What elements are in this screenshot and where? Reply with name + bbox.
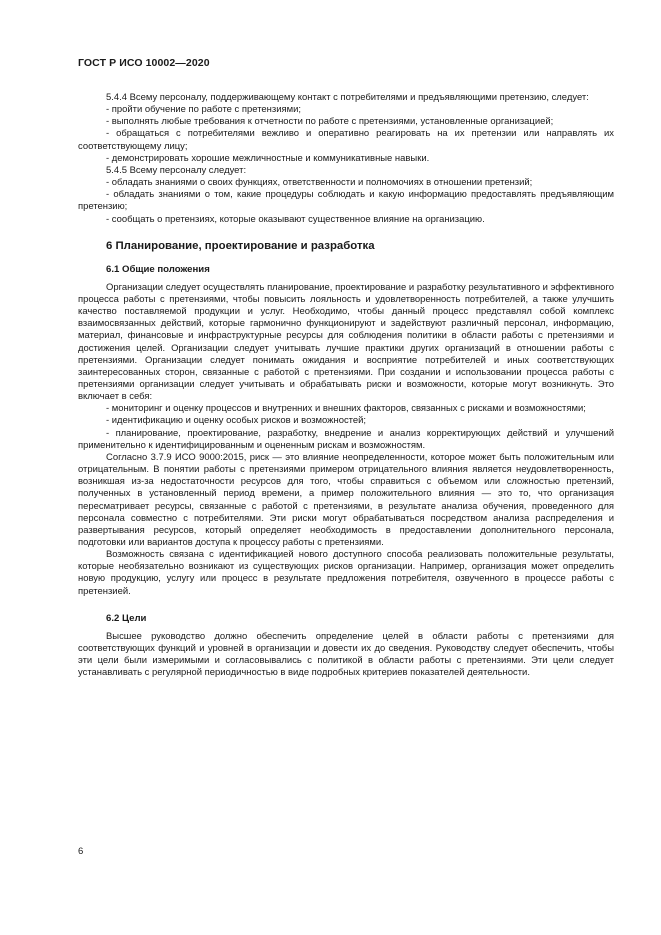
clause-5-4-5-intro: 5.4.5 Всему персоналу следует: [106, 164, 247, 176]
page-number: 6 [78, 846, 84, 857]
list-item: - сообщать о претензиях, которые оказывают существенное влияние на организацию. [106, 213, 485, 225]
list-item: - обладать знаниями о том, какие процедуры соблюдать и какую информацию предоставлять предъявляющим претензию; [78, 189, 614, 213]
paragraph: Высшее руководство должно обеспечить определение целей в области работы с претензиями для соответствующих функций и уровней в организации и довести их до сведения. Руководству следует обеспечить, чтобы эти цели были измеримыми и согласовывались с политикой в области работы с претензиями. Эти цели следует устанавливать с регулярной периодичностью в виде подробных критериев показателей деятельности. [78, 630, 614, 679]
paragraph: Согласно 3.7.9 ИСО 9000:2015, риск — это влияние неопределенности, которое может быть положительным или отрицательным. В понятии работы с претензиями примером отрицательного влияния является неудовлетворенность, возникшая из-за недостаточности ресурсов для того, чтобы справиться с объемом или сложностью претензий, полученных в установленный период времени, а пример положительного влияния — это то, что организация пересматривает ресурсы, связанные с работой с претензиями, в результате анализа обучения, проведенного для персонала совместно с потребителями. Эти риски могут обрабатываться посредством анализа распределения и развертывания ресурсов, который определяет необходимость в предоставлении дополнительного персонала, подготовки или вариантов доступа к процессу работы с претензиями. [78, 451, 614, 548]
list-item: - пройти обучение по работе с претензиями; [106, 104, 301, 116]
section-6-heading: 6 Планирование, проектирование и разработка [106, 239, 375, 252]
clause-5-4-4-intro: 5.4.4 Всему персоналу, поддерживающему контакт с потребителями и предъявляющими претензию, следует: [106, 92, 589, 103]
list-item: - планирование, проектирование, разработку, внедрение и анализ корректирующих действий и улучшений применительно к идентифицированным и оцененным рискам и возможностям. [78, 427, 614, 451]
paragraph: Возможность связана с идентификацией нового доступного способа реализовать положительные результаты, которые необязательно возникают из существующих рисков организации. Например, организация может определить новую продукцию, услугу или процесс в результате предложения потребителя, озвученного в процессе работы с претензией. [78, 549, 614, 597]
running-header: ГОСТ Р ИСО 10002—2020 [78, 57, 210, 69]
list-item: - обладать знаниями о своих функциях, ответственности и полномочиях в отношении претензий; [106, 177, 533, 189]
section-6-1-heading: 6.1 Общие положения [106, 263, 210, 275]
section-6-2-heading: 6.2 Цели [106, 612, 147, 624]
list-item: - демонстрировать хорошие межличностные и коммуникативные навыки. [106, 152, 430, 164]
document-body [78, 92, 614, 679]
list-item: - обращаться с потребителями вежливо и оперативно реагировать на их претензии или направлять их соответствующему лицу; [78, 128, 614, 152]
paragraph: Организации следует осуществлять планирование, проектирование и разработку результативного и эффективного процесса работы с претензиями, чтобы повысить лояльность и удовлетворенность потребителей, а также улучшить качество поставляемой продукции и услуг. Необходимо, чтобы данный процесс представлял собой комплекс взаимосвязанных действий, которые гармонично функционируют и задействуют различный персонал, информацию, материал, финансовые и инфраструктурные ресурсы для соблюдения политики в области работы с претензиями и достижения целей. Организации следует учитывать лучшие практики других организаций в отношении работы с претензиями. Организации следует понимать ожидания и восприятие потребителей и иных соответствующих заинтересованных сторон, связанные с работой с претензиями. При создании и использовании процесса работы с претензиями организации следует учитывать и обрабатывать риски и возможности, которые могут возникнуть. Это включает в себя: [78, 281, 614, 403]
list-item: - идентификацию и оценку особых рисков и возможностей; [106, 415, 367, 427]
list-item: - мониторинг и оценку процессов и внутренних и внешних факторов, связанных с рисками и возможностями; [106, 403, 586, 415]
list-item: - выполнять любые требования к отчетности по работе с претензиями, установленные организацией; [106, 116, 554, 128]
